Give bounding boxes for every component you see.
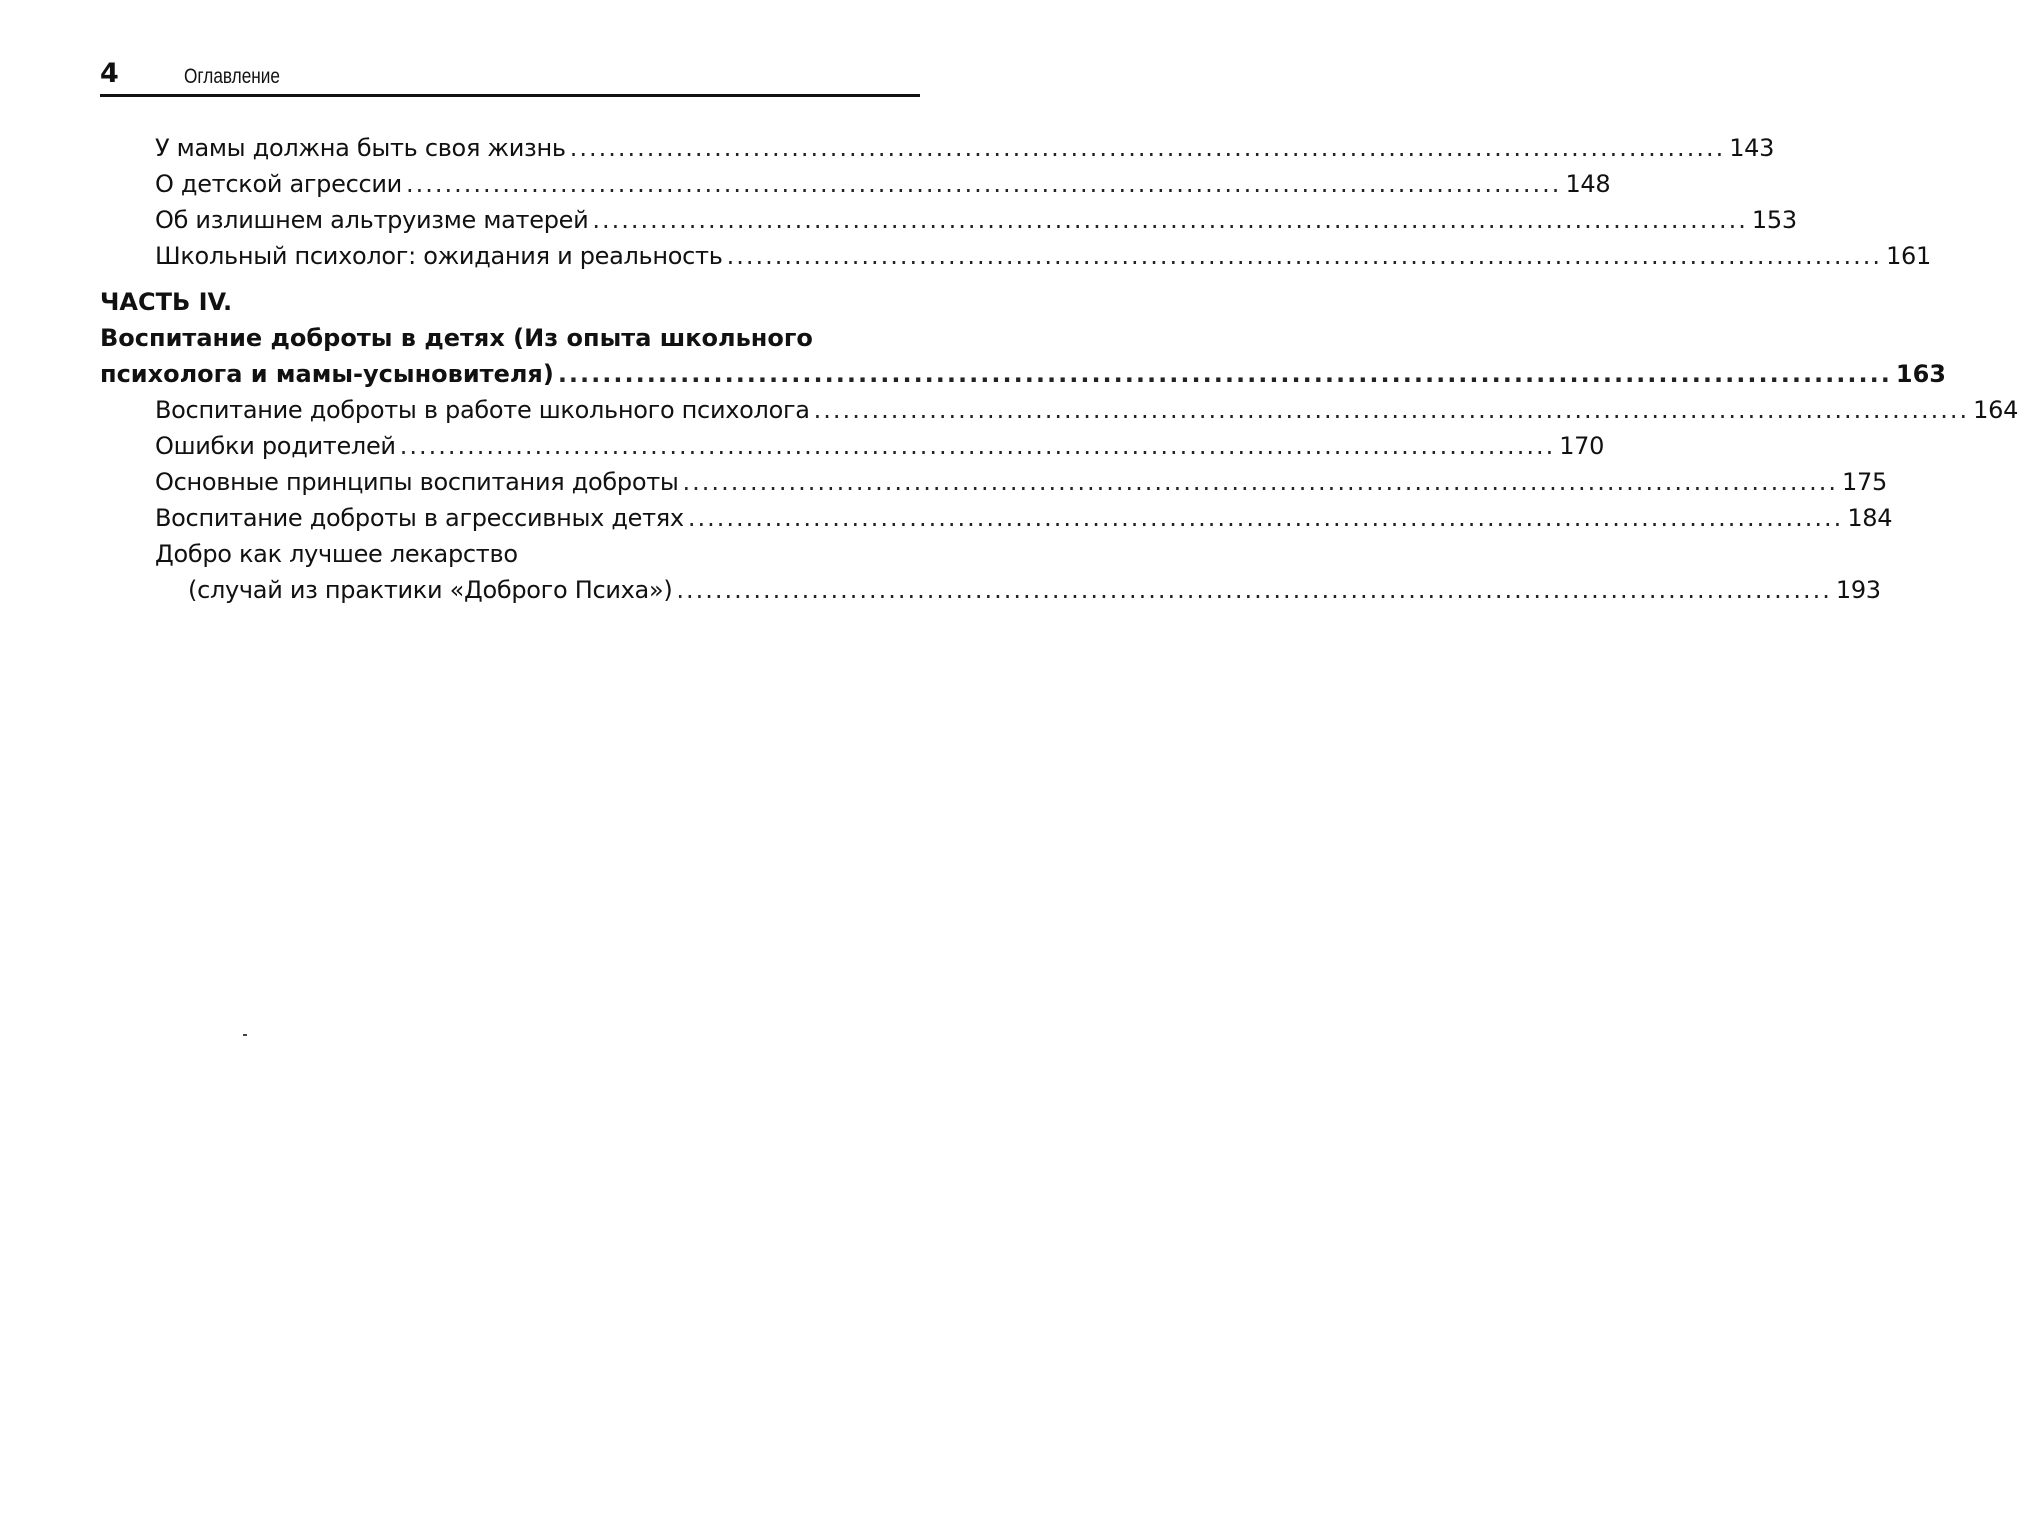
toc-entry-title: Об излишнем альтруизме матерей xyxy=(155,206,589,234)
toc-entry[interactable] xyxy=(100,202,1797,238)
toc-entry-title: Основные принципы воспитания доброты xyxy=(155,468,679,496)
toc-entry-page: 143 xyxy=(1729,134,1775,162)
dot-leader: ........................................................................................................................ xyxy=(813,396,1970,424)
toc-entry[interactable] xyxy=(100,572,1881,608)
part-title-entry[interactable] xyxy=(100,356,1946,392)
toc-entry-title: Ошибки родителей xyxy=(155,432,396,460)
page-number: 4 xyxy=(100,58,119,89)
toc-entry-title: Воспитание доброты в агрессивных детях xyxy=(155,504,684,532)
table-of-contents xyxy=(100,130,2018,608)
running-title: Оглавление xyxy=(184,65,281,88)
toc-entry[interactable] xyxy=(100,392,2018,428)
dot-leader: ........................................................................................................................ xyxy=(682,468,1839,496)
toc-entry-page: 175 xyxy=(1842,468,1887,496)
toc-entry-page: 161 xyxy=(1886,242,1931,270)
toc-entry-title-line-1[interactable]: Добро как лучшее лекарство xyxy=(155,540,518,568)
toc-entry-page: 164 xyxy=(1973,396,2018,424)
dot-leader: ........................................................................................................................ xyxy=(569,134,1726,162)
dot-leader: ........................................................................................................................ xyxy=(557,360,1892,388)
dot-leader: ........................................................................................................................ xyxy=(726,242,1883,270)
dot-leader: ........................................................................................................................ xyxy=(399,432,1556,460)
print-speck xyxy=(243,1034,247,1036)
part-title-line-1[interactable]: Воспитание доброты в детях (Из опыта школьного xyxy=(100,324,813,352)
toc-entry[interactable] xyxy=(100,464,1887,500)
toc-entry-title: О детской агрессии xyxy=(155,170,402,198)
toc-entry-page: 193 xyxy=(1835,576,1881,604)
part-title-line-2: психолога и мамы-усыновителя) xyxy=(100,360,554,388)
toc-entry[interactable] xyxy=(100,500,1893,536)
part-4-section xyxy=(100,284,2018,608)
toc-entry-title: Воспитание доброты в работе школьного психолога xyxy=(155,396,810,424)
part-page: 163 xyxy=(1895,360,1946,388)
dot-leader: ........................................................................................................................ xyxy=(687,504,1844,532)
running-header xyxy=(100,58,920,97)
dot-leader: ........................................................................................................................ xyxy=(676,576,1832,604)
toc-entry-page: 184 xyxy=(1847,504,1893,532)
toc-entry[interactable] xyxy=(100,428,1605,464)
toc-entry-title: Школьный психолог: ожидания и реальность xyxy=(155,242,723,270)
toc-entry[interactable] xyxy=(100,238,1931,274)
toc-entry[interactable] xyxy=(100,166,1611,202)
part-label: ЧАСТЬ IV. xyxy=(100,288,233,316)
toc-entry-page: 148 xyxy=(1565,170,1611,198)
toc-entry-title-line-2: (случай из практики «Доброго Психа») xyxy=(188,576,673,604)
toc-entry-page: 153 xyxy=(1751,206,1797,234)
toc-entry-title: У мамы должна быть своя жизнь xyxy=(155,134,566,162)
dot-leader: ........................................................................................................................ xyxy=(405,170,1562,198)
toc-entry-page: 170 xyxy=(1559,432,1605,460)
dot-leader: ........................................................................................................................ xyxy=(592,206,1748,234)
toc-entry[interactable] xyxy=(100,130,1775,166)
